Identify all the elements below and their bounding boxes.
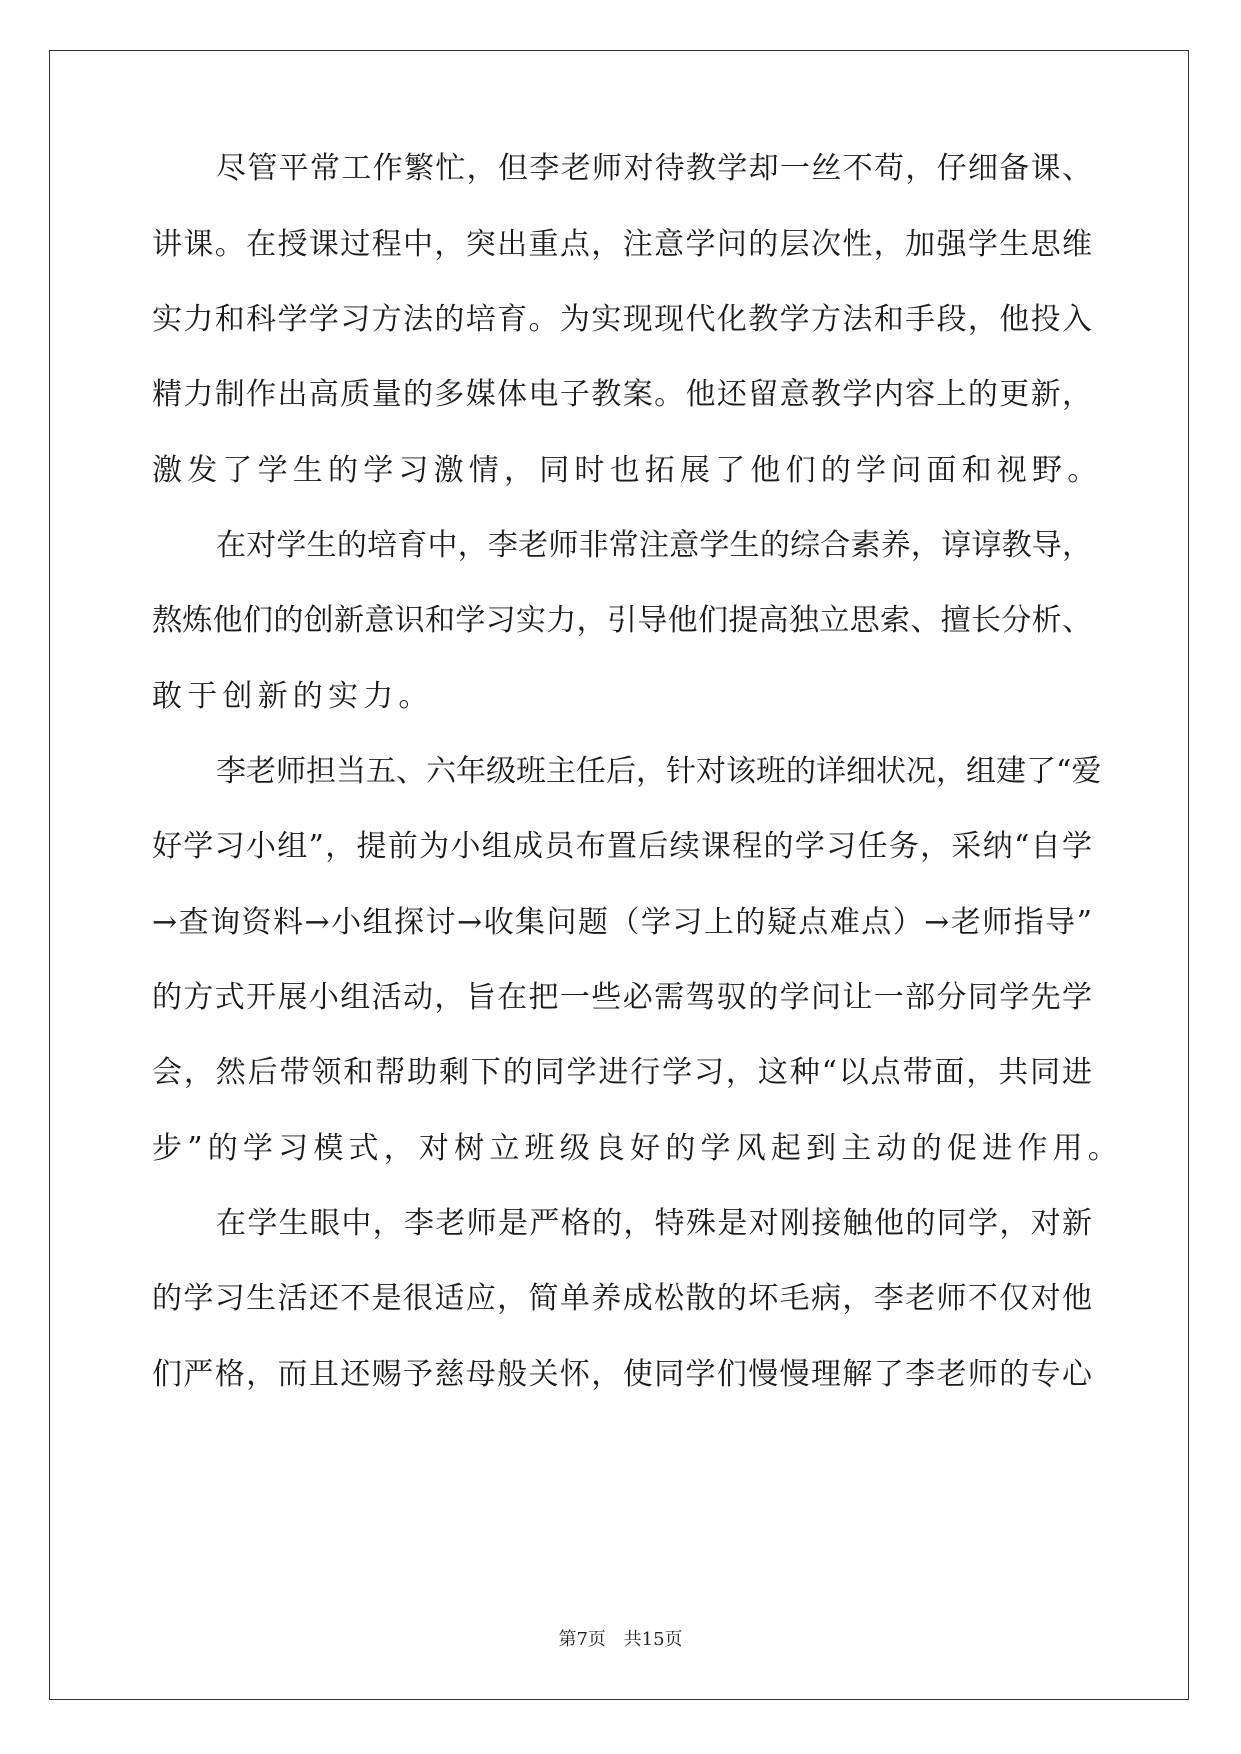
page-border [49, 50, 1189, 1700]
text-line: 讲课。在授课过程中，突出重点，注意学问的层次性，加强学生思维 [152, 227, 1092, 262]
text-line: 们严格，而且还赐予慈母般关怀，使同学们慢慢理解了李老师的专心 [152, 1357, 1092, 1392]
text-line: →查询资料→小组探讨→收集问题（学习上的疑点难点）→老师指导” [152, 905, 1092, 940]
page-footer [0, 1625, 1241, 1651]
text-line: 尽管平常工作繁忙，但李老师对待教学却一丝不苟，仔细备课、 [216, 151, 1092, 186]
text-line: 的方式开展小组活动，旨在把一些必需驾驭的学问让一部分同学先学 [152, 980, 1092, 1015]
text-line: 李老师担当五、六年级班主任后，针对该班的详细状况，组建了“爱 [216, 754, 1102, 789]
text-line: 熬炼他们的创新意识和学习实力，引导他们提高独立思索、擅长分析、 [152, 603, 1092, 638]
text-line: 好学习小组”，提前为小组成员布置后续课程的学习任务，采纳“自学 [152, 829, 1092, 864]
text-line: 敢于创新的实力。 [152, 679, 434, 714]
text-line: 精力制作出高质量的多媒体电子教案。他还留意教学内容上的更新， [152, 377, 1092, 412]
text-line: 的学习生活还不是很适应，简单养成松散的坏毛病，李老师不仅对他 [152, 1281, 1092, 1316]
text-line: 会，然后带领和帮助剩下的同学进行学习，这种“以点带面，共同进 [152, 1055, 1092, 1090]
text-line: 在对学生的培育中，李老师非常注意学生的综合素养，谆谆教导， [216, 528, 1092, 563]
page-total: 共15页 [623, 1629, 683, 1650]
page-number: 第7页 [558, 1629, 606, 1650]
text-line: 在学生眼中，李老师是严格的，特殊是对刚接触他的同学，对新 [216, 1206, 1092, 1241]
text-line: 激发了学生的学习激情，同时也拓展了他们的学问面和视野。 [152, 453, 1103, 488]
text-line: 步”的学习模式，对树立班级良好的学风起到主动的促进作用。 [152, 1131, 1123, 1166]
text-line: 实力和科学学习方法的培育。为实现现代化教学方法和手段，他投入 [152, 302, 1092, 337]
